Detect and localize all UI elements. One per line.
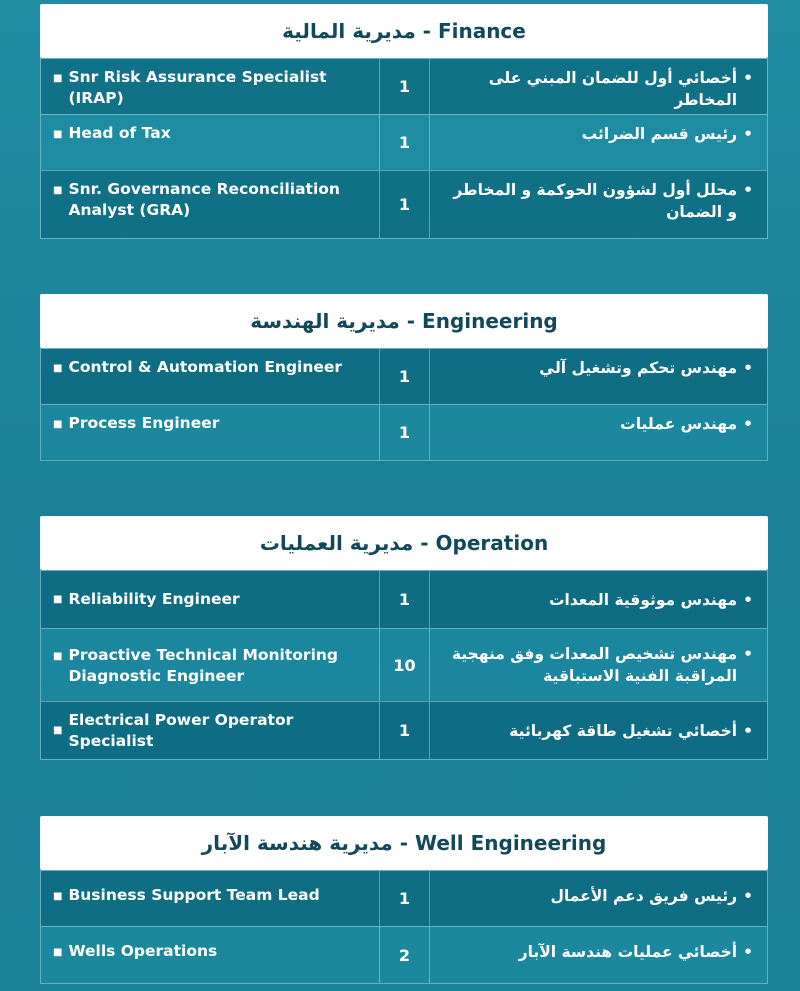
bullet-icon: • bbox=[743, 590, 753, 609]
vacancy-count: 1 bbox=[380, 59, 430, 114]
position-ar bbox=[430, 115, 767, 170]
position-ar bbox=[430, 702, 767, 759]
finance-section bbox=[40, 4, 768, 239]
position-ar bbox=[430, 59, 767, 114]
position-en-label: Control & Automation Engineer bbox=[68, 358, 343, 376]
table-row bbox=[41, 926, 767, 983]
table-row bbox=[41, 349, 767, 404]
position-en-label: Process Engineer bbox=[68, 414, 220, 432]
vacancy-count: 1 bbox=[380, 871, 430, 926]
position-ar bbox=[430, 171, 767, 238]
well-engineering-section bbox=[40, 816, 768, 984]
operation-section bbox=[40, 516, 768, 760]
position-en-label: Wells Operations bbox=[68, 942, 218, 960]
position-en-label: Reliability Engineer bbox=[68, 590, 240, 608]
section-title: مديرية هندسة الآبار - Well Engineering bbox=[40, 816, 768, 870]
position-en bbox=[41, 702, 380, 759]
position-ar bbox=[430, 629, 767, 701]
position-ar bbox=[430, 927, 767, 983]
bullet-icon: • bbox=[743, 415, 753, 433]
bullet-icon: ■ bbox=[53, 947, 63, 958]
bullet-icon: ■ bbox=[53, 363, 63, 374]
vacancy-count: 1 bbox=[380, 405, 430, 460]
position-ar-label: مهندس تشخيص المعدات وفق منهجية المراقبة الفنية الاستباقية bbox=[451, 645, 738, 685]
bullet-icon: • bbox=[743, 181, 753, 199]
position-en-label: Snr Risk Assurance Specialist (IRAP) bbox=[68, 68, 327, 107]
table-row bbox=[41, 628, 767, 701]
bullet-icon: • bbox=[743, 69, 753, 87]
vacancy-count: 2 bbox=[380, 927, 430, 983]
position-ar-label: أخصائي عمليات هندسة الآبار bbox=[518, 943, 738, 961]
position-en bbox=[41, 59, 380, 114]
bullet-icon: ■ bbox=[53, 129, 63, 140]
position-table bbox=[40, 348, 768, 461]
vacancy-count: 1 bbox=[380, 171, 430, 238]
bullet-icon: • bbox=[743, 887, 753, 905]
bullet-icon: ■ bbox=[53, 185, 63, 196]
bullet-icon: ■ bbox=[53, 891, 63, 902]
table-row bbox=[41, 170, 767, 238]
position-en bbox=[41, 349, 380, 404]
bullet-icon: ■ bbox=[53, 651, 63, 662]
bullet-icon: ■ bbox=[53, 419, 63, 430]
position-en bbox=[41, 115, 380, 170]
position-ar-label: أخصائي تشغيل طاقة كهربائية bbox=[509, 721, 738, 740]
vacancy-count: 1 bbox=[380, 115, 430, 170]
section-title: مديرية العمليات - Operation bbox=[40, 516, 768, 570]
position-ar-label: محلل أول لشؤون الحوكمة و المخاطر و الضمان bbox=[453, 181, 738, 221]
bullet-icon: • bbox=[743, 645, 753, 663]
position-ar bbox=[430, 405, 767, 460]
bullet-icon: • bbox=[743, 125, 753, 143]
position-table bbox=[40, 58, 768, 239]
vacancy-count: 1 bbox=[380, 571, 430, 628]
table-row bbox=[41, 114, 767, 170]
section-title: مديرية المالية - Finance bbox=[40, 4, 768, 58]
position-en bbox=[41, 871, 380, 926]
section-title: مديرية الهندسة - Engineering bbox=[40, 294, 768, 348]
position-table bbox=[40, 570, 768, 760]
position-table bbox=[40, 870, 768, 984]
position-en-label: Electrical Power Operator Specialist bbox=[68, 710, 294, 750]
position-ar-label: رئيس فريق دعم الأعمال bbox=[550, 887, 738, 905]
bullet-icon: • bbox=[743, 359, 753, 377]
bullet-icon: ■ bbox=[53, 725, 63, 736]
position-ar bbox=[430, 349, 767, 404]
position-en-label: Snr. Governance Reconciliation Analyst (GRA) bbox=[68, 180, 340, 219]
position-en-label: Proactive Technical Monitoring Diagnostic Engineer bbox=[68, 646, 339, 685]
engineering-section bbox=[40, 294, 768, 461]
vacancy-count: 10 bbox=[380, 629, 430, 701]
table-row bbox=[41, 701, 767, 759]
position-ar-label: مهندس موثوقية المعدات bbox=[548, 590, 738, 609]
bullet-icon: • bbox=[743, 943, 753, 961]
position-ar-label: أخصائي أول للضمان المبني على المخاطر bbox=[488, 69, 738, 109]
table-row bbox=[41, 571, 767, 628]
position-ar-label: رئيس قسم الضرائب bbox=[581, 125, 738, 143]
position-en bbox=[41, 629, 380, 701]
position-ar bbox=[430, 871, 767, 926]
position-ar-label: مهندس عمليات bbox=[620, 415, 738, 433]
position-ar-label: مهندس تحكم وتشغيل آلي bbox=[539, 359, 738, 377]
position-en bbox=[41, 927, 380, 983]
position-en bbox=[41, 405, 380, 460]
vacancy-count: 1 bbox=[380, 702, 430, 759]
position-en bbox=[41, 171, 380, 238]
bullet-icon: ■ bbox=[53, 73, 63, 84]
table-row bbox=[41, 59, 767, 114]
vacancy-count: 1 bbox=[380, 349, 430, 404]
table-row bbox=[41, 871, 767, 926]
table-row bbox=[41, 404, 767, 460]
position-en bbox=[41, 571, 380, 628]
position-en-label: Head of Tax bbox=[68, 124, 171, 142]
bullet-icon: ■ bbox=[53, 594, 63, 605]
position-en-label: Business Support Team Lead bbox=[68, 886, 320, 904]
bullet-icon: • bbox=[743, 721, 753, 740]
position-ar bbox=[430, 571, 767, 628]
